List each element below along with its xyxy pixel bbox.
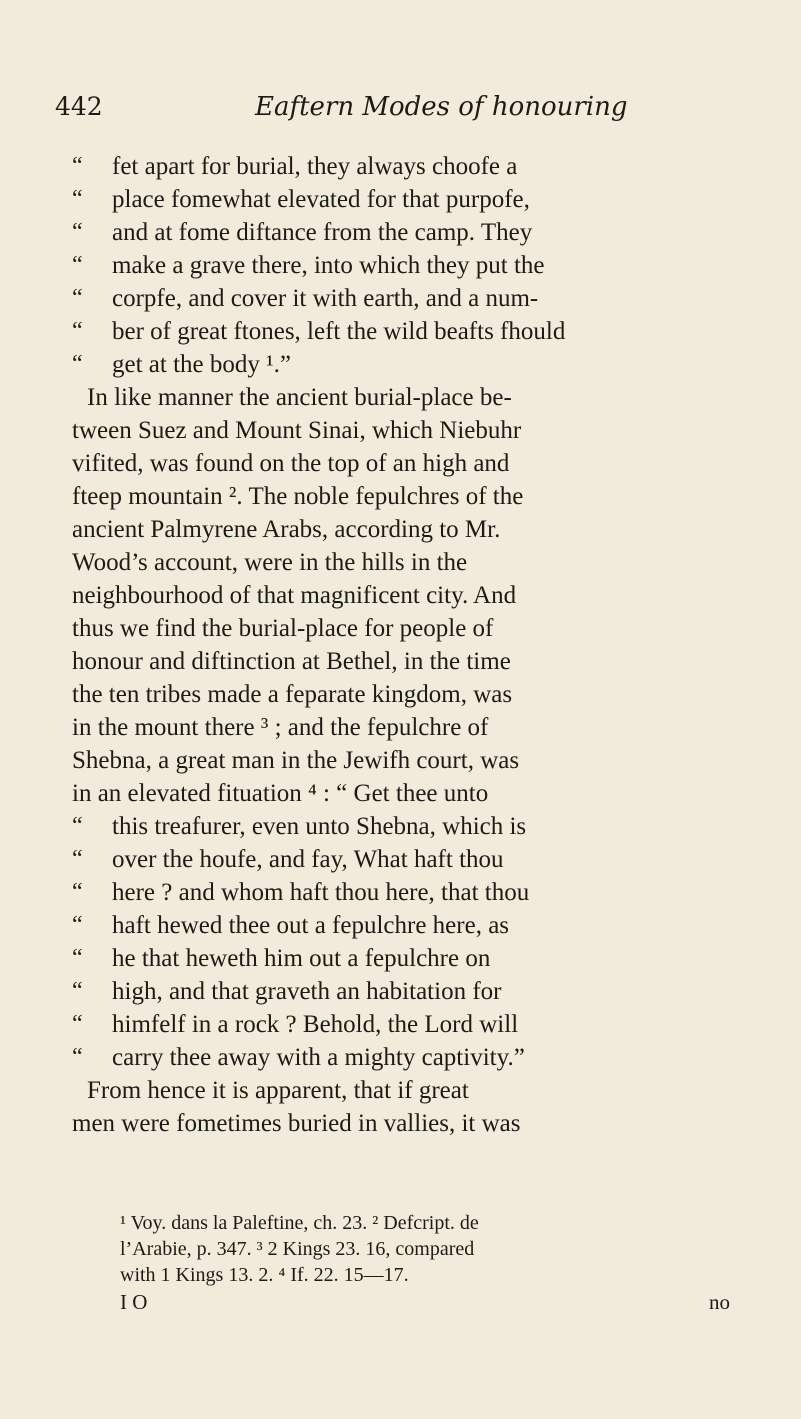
line-text: here ? and whom haft thou here, that thou (112, 879, 530, 906)
text-line (72, 447, 752, 480)
line-text: high, and that graveth an habitation for (112, 978, 502, 1005)
line-text: get at the body ¹.” (112, 351, 291, 378)
footnotes (120, 1210, 750, 1288)
line-text: in an elevated fituation ⁴ : “ Get thee unto (72, 780, 489, 807)
quote-mark: “ (72, 153, 83, 179)
quote-mark: “ (72, 219, 83, 245)
text-line (72, 1107, 752, 1140)
text-line (72, 348, 752, 381)
line-text: make a grave there, into which they put the (112, 252, 545, 279)
line-text: this treafurer, even unto Shebna, which is (112, 813, 527, 840)
quote-mark: “ (72, 978, 83, 1004)
text-line (72, 1041, 752, 1074)
line-text: tween Suez and Mount Sinai, which Niebuhr (72, 417, 522, 444)
quote-mark: “ (72, 186, 83, 212)
line-text: he that heweth him out a fepulchre on (112, 945, 491, 972)
line-text: over the houfe, and fay, What haft thou (112, 846, 504, 873)
text-line (72, 711, 752, 744)
line-text: neighbourhood of that magnificent city. And (72, 582, 517, 609)
quote-mark: “ (72, 879, 83, 905)
quote-mark: “ (72, 252, 83, 278)
line-text: ber of great ftones, left the wild beafts fhould (112, 318, 566, 345)
line-text: fteep mountain ². The noble fepulchres of the (72, 483, 524, 510)
text-line (72, 414, 752, 447)
quote-mark: “ (72, 1044, 83, 1070)
quote-mark: “ (72, 285, 83, 311)
text-line (72, 546, 752, 579)
text-line (72, 315, 752, 348)
text-line (72, 909, 752, 942)
text-line (72, 249, 752, 282)
text-line (72, 1074, 752, 1107)
quote-mark: “ (72, 813, 83, 839)
text-line (72, 843, 752, 876)
line-text: carry thee away with a mighty captivity.” (112, 1044, 525, 1071)
text-line (72, 942, 752, 975)
footnote-line: ¹ Voy. dans la Paleftine, ch. 23. ² Defcript. de (120, 1212, 479, 1234)
line-text: vifited, was found on the top of an high and (72, 450, 510, 477)
text-line (72, 183, 752, 216)
signature-mark: I O (120, 1290, 148, 1314)
line-text: haft hewed thee out a fepulchre here, as (112, 912, 510, 939)
quote-mark: “ (72, 846, 83, 872)
line-text: corpfe, and cover it with earth, and a num- (112, 285, 539, 312)
page-header (55, 92, 735, 132)
text-line (72, 777, 752, 810)
text-line (72, 612, 752, 645)
quote-mark: “ (72, 945, 83, 971)
line-text: place fomewhat elevated for that purpofe, (112, 186, 530, 213)
text-line (72, 150, 752, 183)
text-line (72, 678, 752, 711)
text-line (72, 975, 752, 1008)
line-text: in the mount there ³ ; and the fepulchre of (72, 714, 489, 741)
quote-mark: “ (72, 351, 83, 377)
line-text: himfelf in a rock ? Behold, the Lord will (112, 1011, 519, 1038)
footnote-line: l’Arabie, p. 347. ³ 2 Kings 23. 16, compared (120, 1238, 475, 1260)
page-number: 442 (55, 92, 103, 121)
text-line (72, 876, 752, 909)
running-head: Eaftern Modes of honouring (255, 92, 628, 122)
footnote-line: with 1 Kings 13. 2. ⁴ If. 22. 15—17. (120, 1264, 409, 1286)
body-text (72, 150, 752, 1140)
line-text: men were fometimes buried in vallies, it was (72, 1110, 521, 1137)
text-line (72, 282, 752, 315)
line-text: thus we find the burial-place for people of (72, 615, 494, 642)
line-text: fet apart for burial, they always choofe a (112, 153, 518, 180)
line-text: and at fome diftance from the camp. They (112, 219, 533, 246)
text-line (72, 480, 752, 513)
text-line (72, 216, 752, 249)
line-text: ancient Palmyrene Arabs, according to Mr. (72, 516, 501, 543)
line-text: the ten tribes made a feparate kingdom, was (72, 681, 513, 708)
page-footer (120, 1290, 750, 1320)
quote-mark: “ (72, 912, 83, 938)
line-text: honour and diftinction at Bethel, in the time (72, 648, 511, 675)
line-text: Shebna, a great man in the Jewifh court, was (72, 747, 520, 774)
text-line (72, 1008, 752, 1041)
text-line (72, 645, 752, 678)
text-line (72, 579, 752, 612)
quote-mark: “ (72, 318, 83, 344)
line-text: Wood’s account, were in the hills in the (72, 549, 468, 576)
text-line (72, 381, 752, 414)
text-line (72, 810, 752, 843)
text-line (72, 513, 752, 546)
quote-mark: “ (72, 1011, 83, 1037)
catchword: no (709, 1290, 730, 1314)
line-text: In like manner the ancient burial-place be- (87, 384, 512, 411)
text-line (72, 744, 752, 777)
line-text: From hence it is apparent, that if great (87, 1077, 469, 1104)
